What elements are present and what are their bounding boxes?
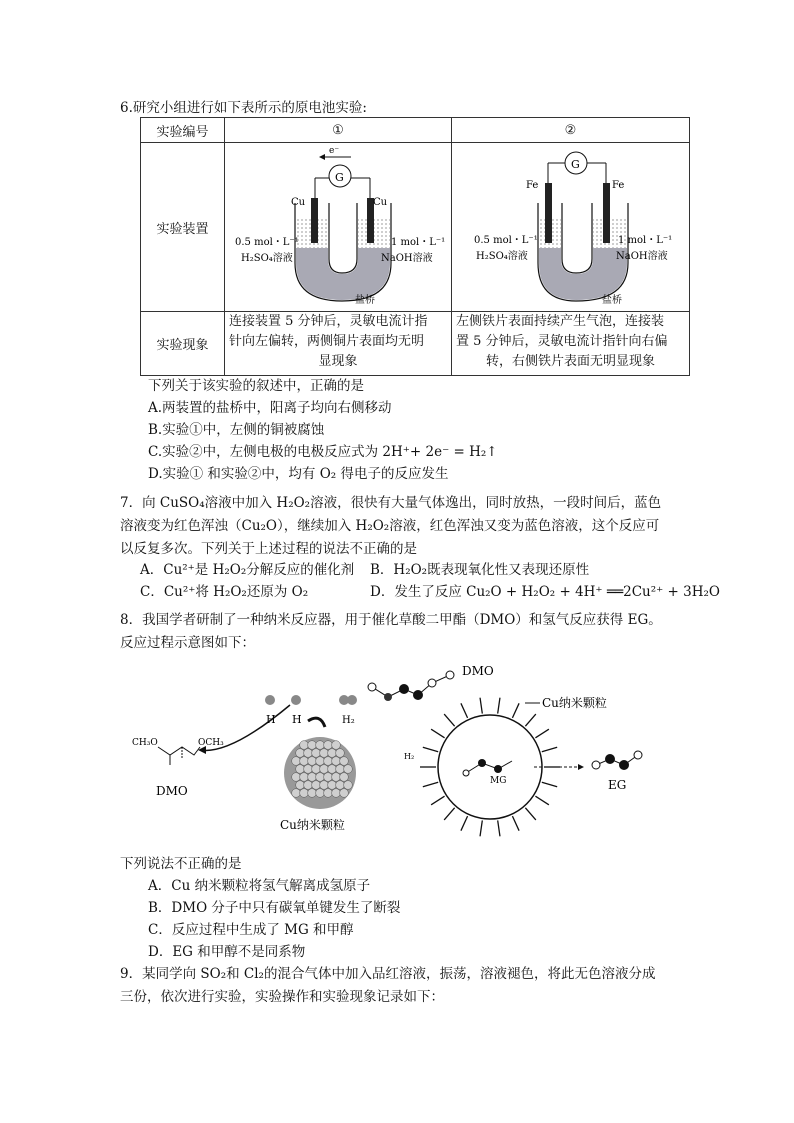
och3-label: OCH₃ <box>198 738 224 748</box>
q9-line1: 9．某同学向 SO₂和 Cl₂的混合气体中加入品红溶液，振荡，溶液褪色，将此无色溶液分成 <box>120 966 656 982</box>
q7-option-c: C．Cu²⁺将 H₂O₂还原为 O₂ <box>140 584 309 600</box>
phenomenon-2 <box>452 312 690 376</box>
cu-cluster <box>284 737 356 809</box>
q7-option-d: D．发生了反应 Cu₂O + H₂O₂ + 4H⁺ ══2Cu²⁺ + 3H₂O <box>370 584 720 600</box>
app1-right-sol: NaOH溶液 <box>381 253 433 264</box>
q8-option-a: A．Cu 纳米颗粒将氢气解离成氢原子 <box>148 878 371 894</box>
q8-option-c: C．反应过程中生成了 MG 和甲醇 <box>148 922 354 938</box>
q6-option-b: B.实验①中，左侧的铜被腐蚀 <box>148 422 325 438</box>
q7-option-b: B．H₂O₂既表现氧化性又表现还原性 <box>370 562 590 578</box>
app2-left-sol: H₂SO₄溶液 <box>476 251 528 262</box>
meter-1-label: G <box>335 171 344 184</box>
q6-stem: 6.研究小组进行如下表所示的原电池实验: <box>120 100 367 116</box>
q6-option-d: D.实验① 和实验②中，均有 O₂ 得电子的反应发生 <box>148 466 449 482</box>
app1-left-sol: H₂SO₄溶液 <box>241 253 293 264</box>
phen2-line2: 置 5 分钟后，灵敏电流计指针向右偏 <box>456 334 668 349</box>
q8-line2: 反应过程示意图如下： <box>120 635 255 651</box>
cu-np-label: Cu纳米颗粒 <box>542 696 607 710</box>
mg-label: MG <box>490 776 507 786</box>
h-atom-2: H <box>292 713 302 726</box>
dmo-left-label: DMO <box>156 784 188 798</box>
table-header-label: 实验编号 <box>141 118 225 143</box>
ch3o-label: CH₃O <box>132 738 158 748</box>
apparatus-1-cell <box>225 143 452 312</box>
eg-label: EG <box>608 778 627 792</box>
app2-left-metal: Fe <box>526 180 539 191</box>
app1-bridge: 盐桥 <box>355 295 375 306</box>
electron-label: e⁻ <box>329 146 340 156</box>
app1-left-metal: Cu <box>291 197 306 208</box>
phenomenon-1 <box>225 312 452 376</box>
phen1-line3: 显现象 <box>318 354 358 369</box>
top-dmo-molecule <box>368 671 454 701</box>
q7-line2: 溶液变为红色浑浊（Cu₂O），继续加入 H₂O₂溶液，红色浑浊又变为蓝色溶液，这个反应可 <box>120 518 660 534</box>
q6-option-c: C.实验②中，左侧电极的电极反应式为 2H⁺+ 2e⁻ = H₂↑ <box>148 444 498 460</box>
q7-line1: 7．向 CuSO₄溶液中加入 H₂O₂溶液，很快有大量气体逸出，同时放热，一段时间后，蓝色 <box>120 495 662 511</box>
q8-line1: 8．我国学者研制了一种纳米反应器，用于催化草酸二甲酯（DMO）和氢气反应获得 EG。 <box>120 612 662 628</box>
apparatus-label: 实验装置 <box>141 143 225 312</box>
q8-option-d: D．EG 和甲醇不是同系物 <box>148 944 306 960</box>
h2-molecule: H₂ <box>342 715 355 726</box>
phen1-line2: 针向左偏转，两侧铜片表面均无明 <box>229 334 425 349</box>
apparatus-2-diagram <box>452 143 689 307</box>
nano-reactor-diagram <box>120 655 680 840</box>
app1-right-conc: 1 mol・L⁻¹ <box>391 237 446 248</box>
app1-left-conc: 0.5 mol・L⁻¹ <box>235 237 299 248</box>
reactor-sphere <box>438 715 542 819</box>
app1-right-metal: Cu <box>373 197 388 208</box>
h-atom-1: H <box>266 713 276 726</box>
q6-option-a: A.两装置的盐桥中，阳离子均向右侧移动 <box>148 400 392 416</box>
q7-line3: 以反复多次。下列关于上述过程的说法不正确的是 <box>120 541 417 557</box>
app2-right-sol: NaOH溶液 <box>616 251 668 262</box>
meter-2-label: G <box>571 158 580 171</box>
apparatus-1-diagram <box>225 143 451 307</box>
experiment-table <box>140 117 690 376</box>
q8-question: 下列说法不正确的是 <box>120 856 242 872</box>
q9-line2: 三份，依次进行实验，实验操作和实验现象记录如下： <box>120 989 444 1005</box>
exp1-id: ① <box>225 118 452 143</box>
app2-bridge: 盐桥 <box>602 295 622 306</box>
q7-option-a: A．Cu²⁺是 H₂O₂分解反应的催化剂 <box>140 562 355 578</box>
phen1-line1: 连接装置 5 分钟后，灵敏电流计指 <box>229 314 428 329</box>
cu-nanoparticle-label: Cu纳米颗粒 <box>280 818 345 832</box>
phenomenon-label: 实验现象 <box>141 312 225 376</box>
phen2-line1: 左侧铁片表面持续产生气泡，连接装 <box>456 314 665 329</box>
h2-small-label: H₂ <box>404 752 415 761</box>
app2-right-metal: Fe <box>612 180 625 191</box>
phen2-line3: 转，右侧铁片表面无明显现象 <box>485 354 655 369</box>
exp2-id: ② <box>452 118 690 143</box>
q6-question: 下列关于该实验的叙述中，正确的是 <box>148 378 364 394</box>
app2-left-conc: 0.5 mol・L⁻¹ <box>474 235 538 246</box>
dmo-top-label: DMO <box>462 664 494 678</box>
apparatus-2-cell <box>452 143 690 312</box>
q8-option-b: B．DMO 分子中只有碳氧单键发生了断裂 <box>148 900 401 916</box>
app2-right-conc: 1 mol・L⁻¹ <box>618 235 673 246</box>
